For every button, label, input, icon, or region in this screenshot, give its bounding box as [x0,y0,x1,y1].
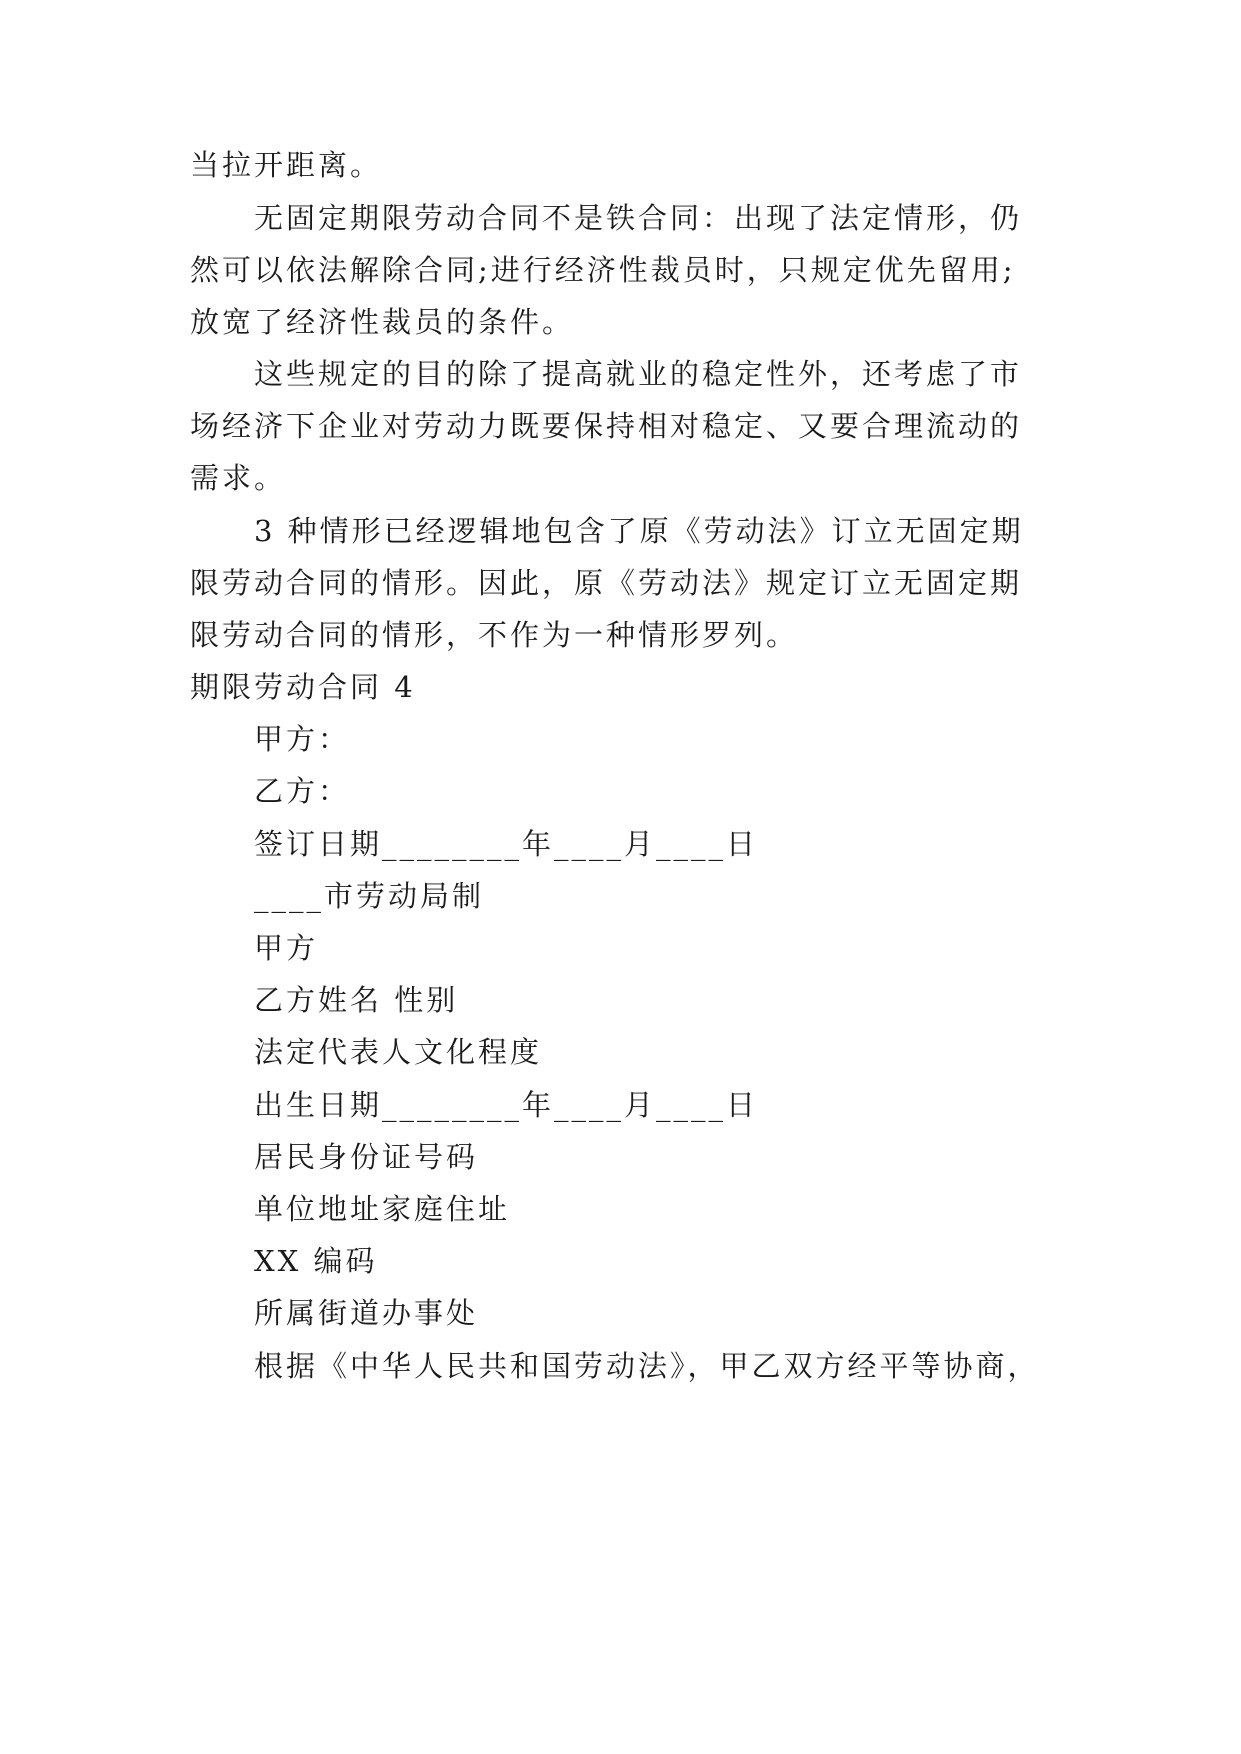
form-line-name-gender: 乙方姓名 性别 [254,983,459,1017]
form-line-address: 单位地址家庭住址 [254,1192,511,1226]
paragraph-line: 3 种情形已经逻辑地包含了原《劳动法》订立无固定期 [254,514,1024,548]
form-line-preamble: 根据《中华人民共和国劳动法》，甲乙双方经平等协商， [254,1349,1040,1383]
paragraph-line: 当拉开距离。 [190,148,383,182]
form-line-id-number: 居民身份证号码 [254,1140,479,1174]
section-title: 期限劳动合同 4 [190,670,416,704]
form-line-party-a: 甲方： [254,722,351,756]
paragraph-line: 限劳动合同的情形，不作为一种情形罗列。 [190,618,799,652]
form-line-subdistrict-office: 所属街道办事处 [254,1296,479,1330]
paragraph-line: 然可以依法解除合同;进行经济性裁员时，只规定优先留用; [190,253,1016,287]
paragraph-line: 放宽了经济性裁员的条件。 [190,305,575,339]
form-line-representative-education: 法定代表人文化程度 [254,1035,543,1069]
form-line-sign-date: 签订日期________年____月____日 [254,827,759,861]
form-line-postcode: XX 编码 [254,1244,378,1278]
paragraph-line: 限劳动合同的情形。因此，原《劳动法》规定订立无固定期 [190,566,1023,600]
form-line-party-b: 乙方： [254,774,351,808]
form-line-birth-date: 出生日期________年____月____日 [254,1088,759,1122]
paragraph-line: 这些规定的目的除了提高就业的稳定性外，还考虑了市 [254,357,1023,391]
paragraph-line: 需求。 [190,461,287,495]
form-line-party-a-label: 甲方 [254,931,319,965]
paragraph-line: 无固定期限劳动合同不是铁合同：出现了法定情形，仍 [254,201,1023,235]
form-line-labor-bureau: ____市劳动局制 [254,879,485,913]
paragraph-line: 场经济下企业对劳动力既要保持相对稳定、又要合理流动的 [190,409,1023,443]
